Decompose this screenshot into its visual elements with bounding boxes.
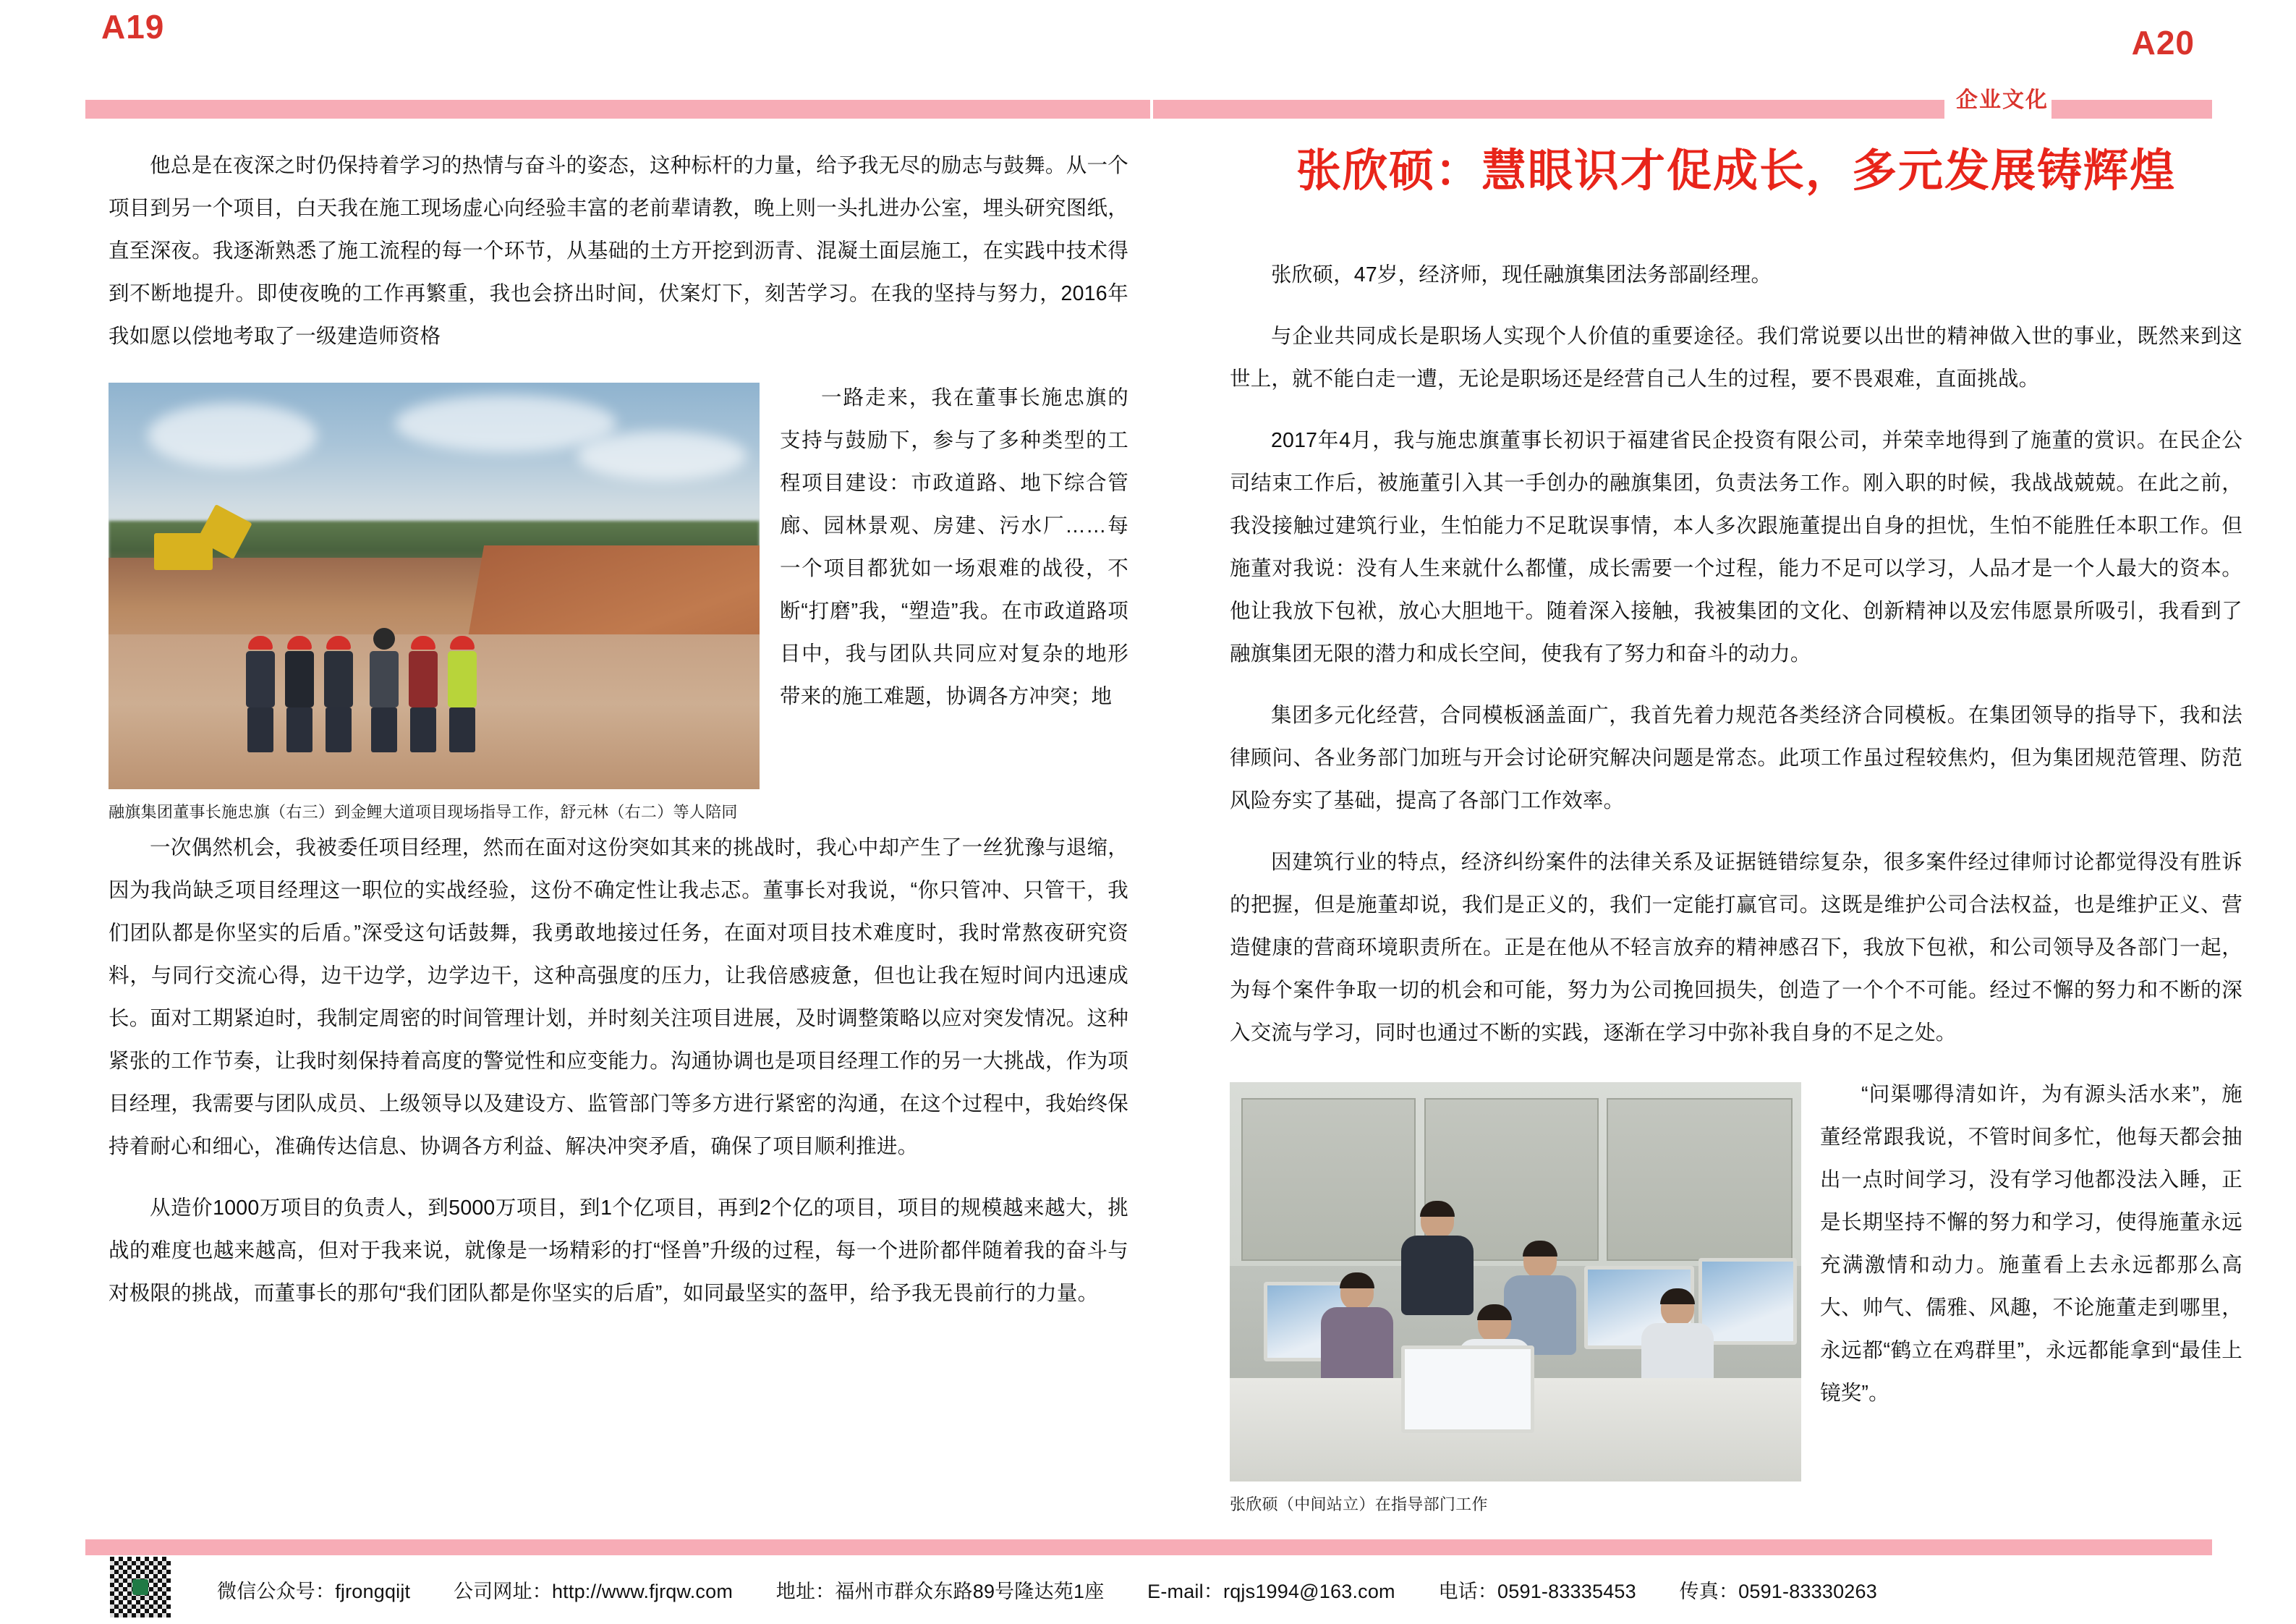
worker-legs [286,707,312,752]
person-body [1401,1236,1474,1315]
head-icon [1661,1290,1694,1326]
right-paragraph-2: 与企业共同成长是职场人实现个人价值的重要途径。我们常说要以出世的精神做入世的事业，既然来到这世上，就不能白走一遭，无论是职场还是经营自己人生的过程，要不畏艰难，直面挑战。 [1230,325,2242,391]
worker-legs [247,707,273,752]
header-rule-left [85,100,1150,119]
worker-legs [371,707,397,752]
worker-vest [448,651,477,707]
left-figure-caption: 融旗集团董事长施忠旗（右三）到金鲤大道项目现场指导工作，舒元林（右二）等人陪同 [109,803,738,821]
right-paragraph-1: 张欣硕，47岁，经济师，现任融旗集团法务部副经理。 [1271,263,1772,287]
head-icon [373,628,395,650]
worker-legs [410,707,436,752]
head-icon [1340,1274,1374,1310]
footer-fax: 传真：0591-83330263 [1679,1581,1877,1602]
footer-website[interactable]: 公司网址：http://www.fjrqw.com [453,1581,734,1602]
footer-wechat: 微信公众号：fjrongqijt [217,1581,411,1602]
worker-torso [285,651,314,707]
office-cabinet [1241,1098,1416,1261]
photo-cloud [148,403,317,468]
footer-phone: 电话：0591-83335453 [1438,1581,1636,1602]
monitor-icon [1401,1345,1534,1432]
worker-figure [284,636,315,752]
worker-legs [449,707,475,752]
head-icon [1478,1306,1511,1342]
head-icon [1523,1242,1557,1278]
office-figure [1230,1082,1801,1519]
helmet-icon [326,636,351,650]
worker-torso [370,651,399,707]
right-column [1230,145,2242,1519]
section-label: 企业文化 [1956,88,2049,112]
helmet-icon [411,636,435,650]
right-figure-caption: 张欣硕（中间站立）在指导部门工作 [1230,1495,1488,1514]
construction-site-photo [109,383,760,789]
footer-address: 地址：福州市群众东路89号隆达苑1座 [775,1581,1105,1602]
photo-cloud [395,395,616,452]
right-paragraph-5: 因建筑行业的特点，经济纠纷案件的法律关系及证据链错综复杂，很多案件经过律师讨论都觉得没有胜诉的把握，但是施董却说，我们是正义的，我们一定能打赢官司。这既是维护公司合法权益，也是维护正义、营造健康的营商环境职责所在。正是在他从不轻言放弃的精神感召下，我放下包袱，和公司领导及各部门一起，为每个案件争取一切的机会和可能，努力为公司挽回损失，创造了一个个不可能。经过不懈的努力和不断的深入交流与学习，同时也通过不断的实践，逐渐在学习中弥补我自身的不足之处。 [1230,851,2242,1045]
office-cabinet [1607,1098,1793,1261]
left-paragraph-1: 他总是在夜深之时仍保持着学习的热情与奋斗的姿态，这种标杆的力量，给予我无尽的励志与鼓舞。从一个项目到另一个项目，白天我在施工现场虚心向经验丰富的老前辈请教，晚上则一头扎进办公室，埋头研究图纸，直至深夜。我逐渐熟悉了施工流程的每一个环节，从基础的土方开挖到沥青、混凝土面层施工，在实践中技术得到不断地提升。即使夜晚的工作再繁重，我也会挤出时间，伏案灯下，刻苦学习。在我的坚持与努力，2016年我如愿以偿地考取了一级建造师资格 [109,154,1128,348]
worker-figure [447,636,477,752]
standing-person [1401,1202,1474,1315]
person-body [1321,1307,1393,1387]
article-title: 张欣硕：慧眼识才促成长，多元发展铸辉煌 [1296,146,2176,196]
helmet-icon [450,636,475,650]
header-rule-right-a [1153,100,1944,119]
excavator-icon [154,533,213,570]
page-number-left: A19 [101,8,165,46]
left-paragraph-2: 一路走来，我在董事长施忠旗的支持与鼓励下，参与了多种类型的工程项目建设：市政道路、地下综合管廊、园林景观、房建、污水厂……每一个项目都犹如一场艰难的战役，不断“打磨”我，“塑造”我。在市政道路项目中，我与团队共同应对复杂的地形带来的施工难题，协调各方冲突；地 [780,386,1128,708]
helmet-icon [287,636,312,650]
head-icon [1421,1202,1454,1238]
executive-figure [369,628,399,752]
worker-figure [245,636,276,752]
left-column [109,145,1128,1334]
footer-contact-info [217,1576,1877,1604]
left-paragraph-3: 一次偶然机会，我被委任项目经理，然而在面对这份突如其来的挑战时，我心中却产生了一丝犹豫与退缩，因为我尚缺乏项目经理这一职位的实战经验，这份不确定性让我忐忑。董事长对我说，“你只管冲、只管干，我们团队都是你坚实的后盾。”深受这句话鼓舞，我勇敢地接过任务，在面对项目技术难度时，我时常熬夜研究资料，与同行交流心得，边干边学，边学边干，这种高强度的压力，让我倍感疲惫，但也让我在短时间内迅速成长。面对工期紧迫时，我制定周密的时间管理计划，并时刻关注项目进展，及时调整策略以应对突发情况。这种紧张的工作节奏，让我时刻保持着高度的警觉性和应变能力。沟通协调也是项目经理工作的另一大挑战，作为项目经理，我需要与团队成员、上级领导以及建设方、监管部门等多方进行紧密的沟通，在这个过程中，我始终保持着耐心和细心，准确传达信息、协调各方利益、解决冲突矛盾，确保了项目顺利推进。 [109,836,1128,1158]
right-paragraph-3: 2017年4月，我与施忠旗董事长初识于福建省民企投资有限公司，并荣幸地得到了施董的赏识。在民企公司结束工作后，被施董引入其一手创办的融旗集团，负责法务工作。刚入职的时候，我战战兢兢。在此之前，我没接触过建筑行业，生怕能力不足耽误事情，本人多次跟施董提出自身的担忧，生怕不能胜任本职工作。但施董对我说：没有人生来就什么都懂，成长需要一个过程，能力不足可以学习，人品才是一个人最大的资本。他让我放下包袱，放心大胆地干。随着深入接触，我被集团的文化、创新精神以及宏伟愿景所吸引，我看到了融旗集团无限的潜力和成长空间，使我有了努力和奋斗的动力。 [1230,429,2242,666]
construction-site-figure [109,383,760,827]
page-number-right: A20 [2131,24,2195,61]
footer-rule [85,1539,2212,1555]
helmet-icon [248,636,273,650]
worker-torso [246,651,275,707]
header-rule-right-b [2051,100,2212,119]
worker-figure [323,636,354,752]
photo-cloud [577,431,747,480]
right-paragraph-6: “问渠哪得清如许，为有源头活水来”，施董经常跟我说，不管时间多忙，他每天都会抽出一点时间学习，没有学习他都没法入睡，正是长期坚持不懈的努力和学习，使得施董永远充满激情和动力。施董看上去永远都那么高大、帅气、儒雅、风趣，不论施董走到哪里，永远都“鹤立在鸡群里”，永远都能拿到“最佳上镜奖”。 [1820,1083,2242,1406]
seated-person [1321,1274,1393,1387]
worker-figure [408,636,438,752]
worker-torso [409,651,438,707]
worker-legs [326,707,352,752]
right-paragraph-4: 集团多元化经营，合同模板涵盖面广，我首先着力规范各类经济合同模板。在集团领导的指导下，我和法律顾问、各业务部门加班与开会讨论研究解决问题是常态。此项工作虽过程较焦灼，但为集团规范管理、防范风险夯实了基础，提高了各部门工作效率。 [1230,704,2242,813]
worker-torso [324,651,353,707]
left-paragraph-4: 从造价1000万项目的负责人，到5000万项目，到1个亿项目，再到2个亿的项目，项目的规模越来越大，挑战的难度也越来越高，但对于我来说，就像是一场精彩的打“怪兽”升级的过程，每一个进阶都伴随着我的奋斗与对极限的挑战，而董事长的那句“我们团队都是你坚实的后盾”，如同最坚实的盔甲，给予我无畏前行的力量。 [109,1196,1128,1305]
office-photo [1230,1082,1801,1481]
footer-email[interactable]: E-mail：rqjs1994@163.com [1147,1581,1395,1602]
qr-code-icon [110,1557,171,1617]
